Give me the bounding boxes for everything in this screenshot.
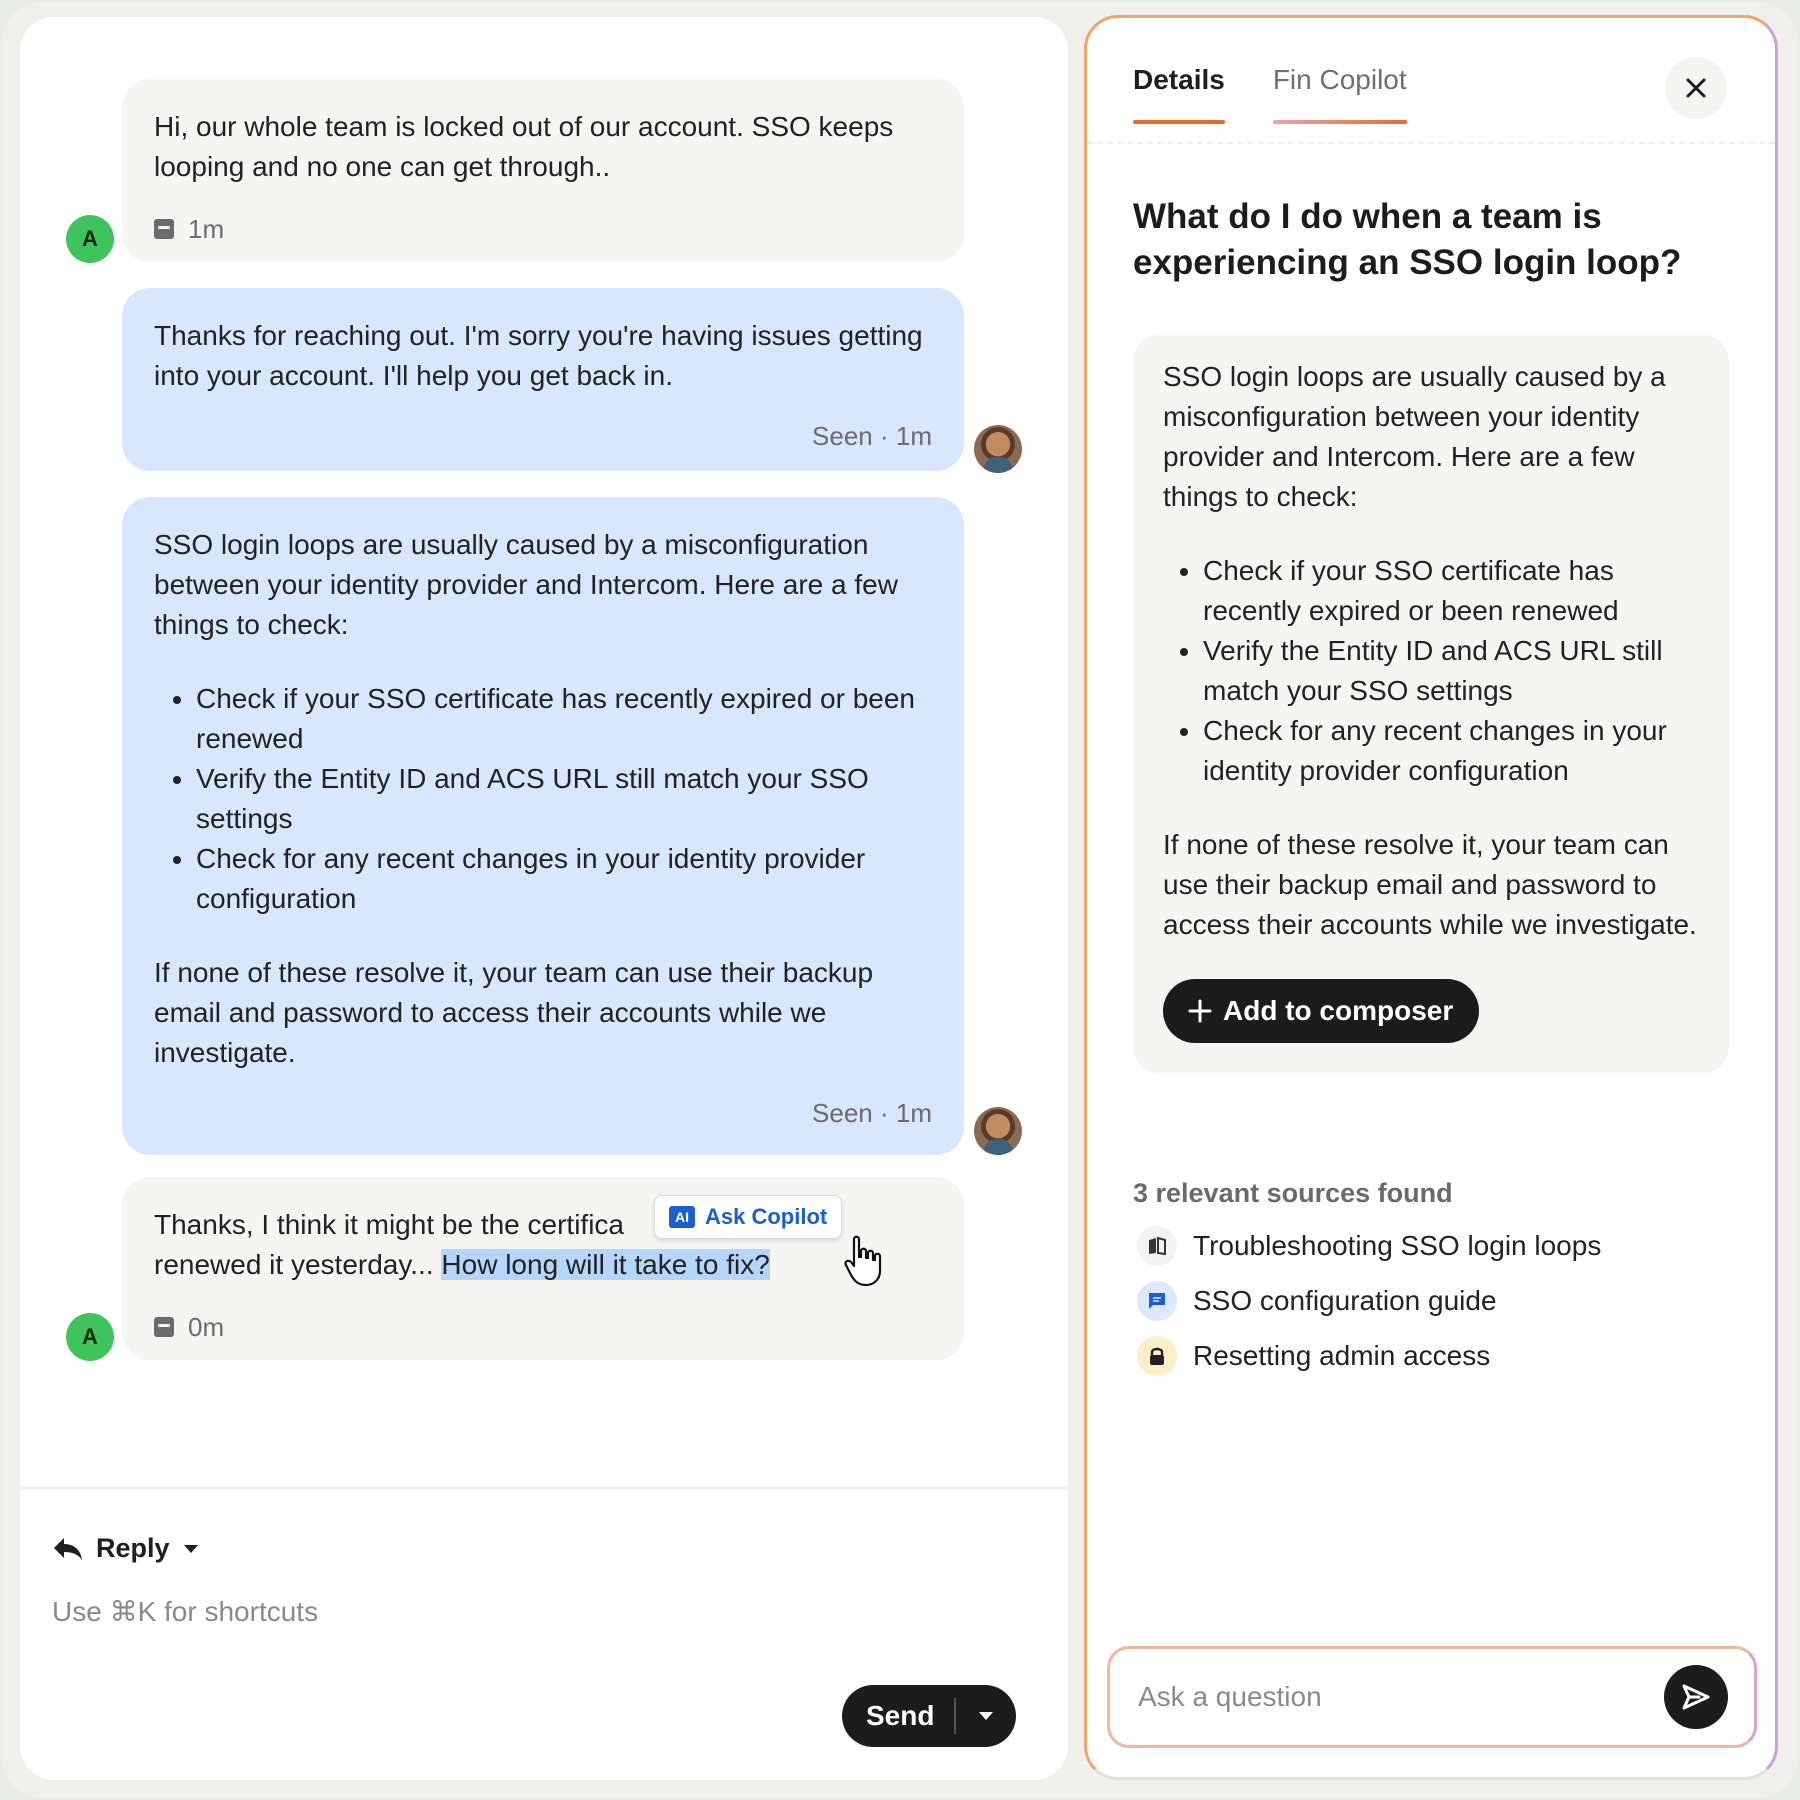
plus-icon bbox=[1187, 998, 1213, 1024]
chevron-down-icon bbox=[182, 1543, 200, 1555]
message-time: 1m bbox=[188, 214, 225, 244]
source-label: SSO configuration guide bbox=[1193, 1285, 1497, 1316]
message-outro: If none of these resolve it, your team can use their backup email and password to access their accounts while we investigate. bbox=[154, 957, 874, 1068]
tabs-divider bbox=[1087, 142, 1775, 144]
message-status: Seen · 1m bbox=[812, 1098, 932, 1128]
list-item: • Verify the Entity ID and ACS URL still match your SSO settings bbox=[196, 759, 932, 839]
reply-mode-label: Reply bbox=[96, 1533, 170, 1563]
list-item: • Check if your SSO certificate has recently expired or been renewed bbox=[196, 679, 932, 759]
message-text-part: renewed it yesterday... bbox=[154, 1249, 442, 1280]
agent-message bbox=[122, 288, 964, 471]
message-intro: SSO login loops are usually caused by a misconfiguration between your identity provider and Intercom. Here are a few things to check: bbox=[154, 529, 898, 640]
message-text: Thanks for reaching out. I'm sorry you're having issues getting into your account. I'll help you get back in. bbox=[154, 320, 923, 391]
message-bullet-list bbox=[196, 679, 932, 919]
ai-badge: AI bbox=[669, 1206, 695, 1228]
sources-title: 3 relevant sources found bbox=[1133, 1178, 1453, 1208]
source-label: Resetting admin access bbox=[1193, 1340, 1491, 1371]
copilot-question: What do I do when a team is experiencing an SSO login loop? bbox=[1133, 197, 1682, 282]
lock-icon bbox=[1137, 1336, 1177, 1376]
book-icon bbox=[1137, 1226, 1177, 1266]
agent-avatar[interactable] bbox=[974, 425, 1022, 473]
answer-bullet-list bbox=[1203, 551, 1699, 791]
message-status: Seen · 1m bbox=[812, 421, 932, 451]
send-arrow-icon bbox=[1681, 1683, 1711, 1711]
list-item: • Check if your SSO certificate has recently expired or been renewed bbox=[1203, 551, 1699, 631]
composer-input[interactable]: Use ⌘K for shortcuts bbox=[52, 1596, 319, 1627]
copilot-answer-card bbox=[1133, 335, 1729, 1073]
answer-intro: SSO login loops are usually caused by a misconfiguration between your identity provider and Intercom. Here are a few things to check: bbox=[1163, 361, 1666, 512]
panel-tabs bbox=[1133, 64, 1407, 124]
source-item[interactable] bbox=[1137, 1226, 1601, 1266]
source-item[interactable] bbox=[1137, 1281, 1497, 1321]
close-button[interactable] bbox=[1665, 57, 1727, 119]
list-item: • Verify the Entity ID and ACS URL still match your SSO settings bbox=[1203, 631, 1699, 711]
ask-send-button[interactable] bbox=[1664, 1665, 1728, 1729]
chat-bubble-icon bbox=[1137, 1281, 1177, 1321]
hand-pointer-icon bbox=[844, 1235, 884, 1287]
customer-avatar[interactable]: A bbox=[66, 1313, 114, 1361]
selected-text[interactable]: How long will it take to fix? bbox=[441, 1249, 770, 1280]
answer-outro: If none of these resolve it, your team can use their backup email and password to access their accounts while we investigate. bbox=[1163, 829, 1697, 940]
ask-question-box bbox=[1107, 1646, 1757, 1748]
add-to-composer-button[interactable] bbox=[1163, 979, 1479, 1043]
customer-avatar[interactable]: A bbox=[66, 215, 114, 263]
message-text: Hi, our whole team is locked out of our account. SSO keeps looping and no one can get through.. bbox=[154, 111, 894, 182]
customer-message bbox=[122, 79, 964, 262]
source-label: Troubleshooting SSO login loops bbox=[1193, 1230, 1602, 1261]
list-item: • Check for any recent changes in your identity provider configuration bbox=[196, 839, 932, 919]
agent-message bbox=[122, 497, 964, 1155]
reply-mode-selector[interactable] bbox=[52, 1533, 200, 1564]
reply-arrow-icon bbox=[52, 1536, 84, 1562]
message-meta bbox=[154, 209, 932, 249]
conversation-panel bbox=[20, 17, 1068, 1780]
message-text-part: Thanks, I think it might be the certifica bbox=[154, 1209, 624, 1240]
close-icon bbox=[1685, 77, 1707, 99]
send-button[interactable] bbox=[842, 1685, 1016, 1747]
message-meta bbox=[154, 1307, 932, 1347]
tab-fin-copilot[interactable]: Fin Copilot bbox=[1273, 64, 1407, 124]
chevron-down-icon bbox=[977, 1710, 995, 1722]
list-item: • Check for any recent changes in your identity provider configuration bbox=[1203, 711, 1699, 791]
source-item[interactable] bbox=[1137, 1336, 1490, 1376]
agent-avatar[interactable] bbox=[974, 1107, 1022, 1155]
chat-channel-icon bbox=[154, 1317, 174, 1337]
add-to-composer-label: Add to composer bbox=[1223, 995, 1454, 1026]
tab-details[interactable]: Details bbox=[1133, 64, 1225, 124]
ask-copilot-button[interactable] bbox=[654, 1195, 842, 1239]
send-options-toggle[interactable] bbox=[956, 1710, 1016, 1722]
ask-question-input[interactable]: Ask a question bbox=[1138, 1681, 1322, 1712]
copilot-panel bbox=[1084, 15, 1778, 1780]
message-time: 0m bbox=[188, 1312, 225, 1342]
ask-copilot-label: Ask Copilot bbox=[705, 1204, 828, 1229]
chat-channel-icon bbox=[154, 219, 174, 239]
send-label: Send bbox=[866, 1700, 935, 1731]
